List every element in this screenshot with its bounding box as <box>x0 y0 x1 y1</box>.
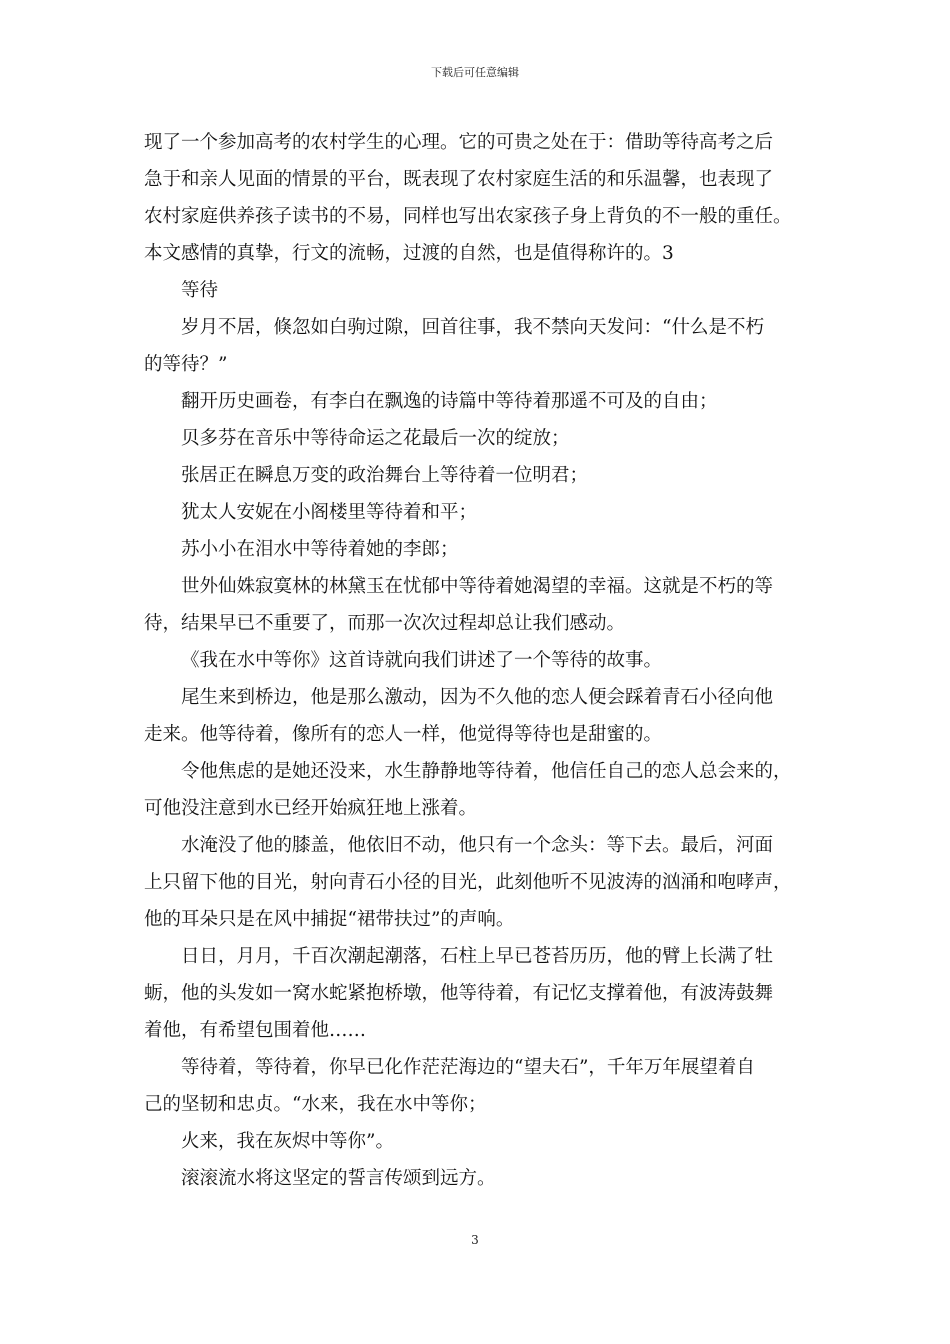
text-line: 日日，月月，千百次潮起潮落，石柱上早已苍苔历历，他的臂上长满了牡 <box>181 946 774 967</box>
text-line: 待，结果早已不重要了，而那一次次过程却总让我们感动。 <box>144 613 626 634</box>
text-line: 农村家庭供养孩子读书的不易，同样也写出农家孩子身上背负的不一般的重任。 <box>144 206 792 227</box>
text-line: 犹太人安妮在小阁楼里等待着和平； <box>181 502 478 523</box>
text-line: 着他，有希望包围着他…… <box>144 1020 367 1041</box>
text-line: 岁月不居，倏忽如白驹过隙，回首往事，我不禁向天发问：“什么是不朽 <box>181 317 764 338</box>
text-line: 的等待？” <box>144 354 228 375</box>
text-line: 火来，我在灰烬中等你”。 <box>181 1131 394 1152</box>
text-line: 可他没注意到水已经开始疯狂地上涨着。 <box>144 798 478 819</box>
page-number: 3 <box>471 1233 479 1247</box>
text-line: 《我在水中等你》这首诗就向我们讲述了一个等待的故事。 <box>181 650 663 671</box>
text-line: 上只留下他的目光，射向青石小径的目光，此刻他听不见波涛的汹涌和咆哮声， <box>144 872 792 893</box>
text-line: 水淹没了他的膝盖，他依旧不动，他只有一个念头：等下去。最后，河面 <box>181 835 774 856</box>
text-line: 等待 <box>181 280 219 301</box>
page-header: 下载后可任意编辑 <box>431 66 519 79</box>
text-line: 世外仙姝寂寞林的林黛玉在忧郁中等待着她渴望的幸福。这就是不朽的等 <box>181 576 774 597</box>
text-line: 翻开历史画卷，有李白在飘逸的诗篇中等待着那遥不可及的自由； <box>181 391 718 412</box>
text-line: 己的坚韧和忠贞。“水来，我在水中等你； <box>144 1094 487 1115</box>
text-line: 走来。他等待着，像所有的恋人一样，他觉得等待也是甜蜜的。 <box>144 724 663 745</box>
text-line: 本文感情的真挚，行文的流畅，过渡的自然，也是值得称许的。3 <box>144 243 674 264</box>
text-line: 他的耳朵只是在风中捕捉“裙带扶过”的声响。 <box>144 909 515 930</box>
text-line: 等待着，等待着，你早已化作茫茫海边的“望夫石”，千年万年展望着自 <box>181 1057 755 1078</box>
text-line: 蛎，他的头发如一窝水蛇紧抱桥墩，他等待着，有记忆支撑着他，有波涛鼓舞 <box>144 983 774 1004</box>
text-line: 滚滚流水将这坚定的誓言传颂到远方。 <box>181 1168 496 1189</box>
text-line: 急于和亲人见面的情景的平台，既表现了农村家庭生活的和乐温馨，也表现了 <box>144 169 774 190</box>
document-body <box>144 124 808 1197</box>
text-line: 令他焦虑的是她还没来，水生静静地等待着，他信任自己的恋人总会来的， <box>181 761 792 782</box>
text-line: 尾生来到桥边，他是那么激动，因为不久他的恋人便会踩着青石小径向他 <box>181 687 774 708</box>
text-line: 现了一个参加高考的农村学生的心理。它的可贵之处在于：借助等待高考之后 <box>144 132 774 153</box>
text-line: 苏小小在泪水中等待着她的李郎； <box>181 539 459 560</box>
text-line: 张居正在瞬息万变的政治舞台上等待着一位明君； <box>181 465 589 486</box>
text-line: 贝多芬在音乐中等待命运之花最后一次的绽放； <box>181 428 570 449</box>
